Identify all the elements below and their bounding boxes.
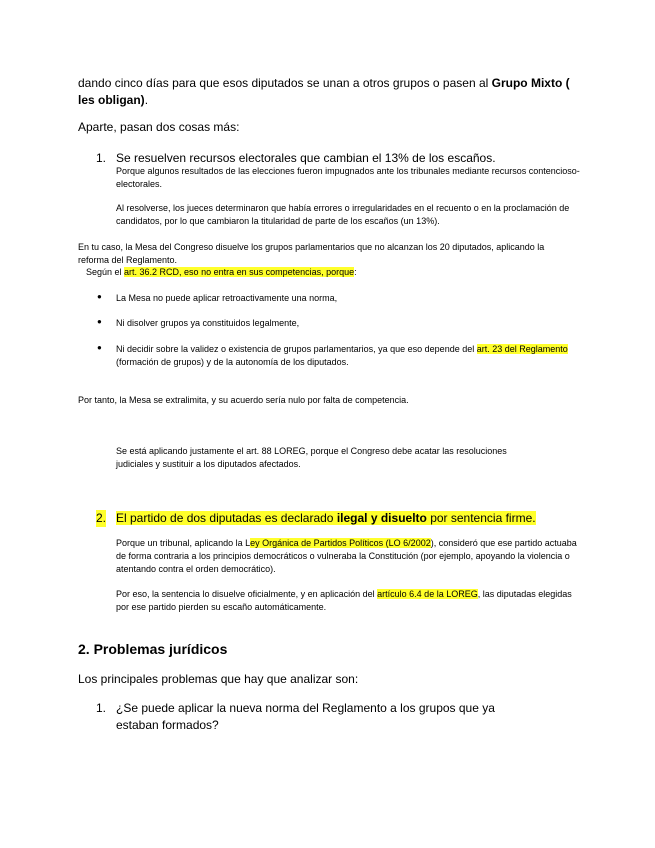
aparte-paragraph: Aparte, pasan dos cosas más:	[78, 120, 240, 134]
list-number: 2.	[96, 511, 107, 525]
intro-bold-2: les obligan)	[78, 93, 145, 107]
bullet3-end: (formación de grupos) y de la autonomía de los diputados.	[116, 357, 349, 367]
list-number: 1.	[96, 151, 107, 165]
highlight-rcd: art. 36.2 RCD, eso no entra en sus competencias, porque	[124, 267, 355, 277]
bullet-dot: ●	[97, 343, 102, 352]
segun-end: :	[354, 267, 357, 277]
item2-para2-end: , las diputadas elegidas por ese partido pierden su escaño automáticamente.	[116, 589, 572, 612]
item2-para2-pre: Por eso, la sentencia lo disuelve oficialmente, y en aplicación del	[116, 589, 378, 599]
item1-para1: Porque algunos resultados de las elecciones fueron impugnados ante los tribunales mediante recursos contencioso-electorales.	[116, 166, 580, 189]
item2-title-end: por sentencia firme.	[426, 511, 536, 525]
bullet-dot: ●	[97, 292, 102, 301]
item2-title-bold: ilegal y disuelto	[336, 511, 427, 525]
item2-para2	[116, 588, 586, 614]
section-heading: 2. Problemas jurídicos	[78, 641, 228, 657]
intro-paragraph	[78, 75, 578, 109]
intro-text: dando cinco días para que esos diputados se unan a otros grupos o pasen al	[78, 76, 492, 90]
intro-bold: Grupo Mixto (	[491, 76, 570, 90]
bullet-item: La Mesa no puede aplicar retroactivamente una norma,	[116, 293, 338, 303]
bullet3-pre: Ni decidir sobre la validez o existencia de grupos parlamentarios, ya que eso depende del	[116, 344, 477, 354]
bullet-dot: ●	[97, 317, 102, 326]
segun-line	[86, 266, 357, 279]
loreg88-paragraph: Se está aplicando justamente el art. 88 LOREG, porque el Congreso debe acatar las resoluciones judiciales y sustituir a los diputados afectados.	[116, 446, 507, 469]
item2-title	[116, 510, 536, 527]
bullet-item	[116, 343, 576, 369]
item2-para1-pre: Porque un tribunal, aplicando la L	[116, 538, 251, 548]
list-number: 1.	[96, 701, 107, 715]
item2-title-pre: El partido de dos diputadas es declarado	[116, 511, 337, 525]
mesa-paragraph: En tu caso, la Mesa del Congreso disuelve los grupos parlamentarios que no alcanzan los 20 diputados, aplicando la reforma del Reglamento.	[78, 242, 545, 265]
question-1: ¿Se puede aplicar la nueva norma del Reglamento a los grupos que ya estaban formados?	[116, 701, 495, 732]
conclusion-paragraph: Por tanto, la Mesa se extralimita, y su acuerdo sería nulo por falta de competencia.	[78, 395, 409, 405]
section-intro: Los principales problemas que hay que analizar son:	[78, 672, 359, 686]
segun-pre: Según el	[86, 267, 125, 277]
highlight-lopp: ey Orgánica de Partidos Políticos (LO 6/2002	[250, 538, 431, 548]
item1-title: Se resuelven recursos electorales que cambian el 13% de los escaños.	[116, 151, 496, 165]
item1-para2: Al resolverse, los jueces determinaron que había errores o irregularidades en el recuento o en la proclamación de candidatos, por lo que cambiaron la titularidad de parte de los escaños (un 13%).	[116, 203, 570, 226]
highlight-loreg: artículo 6.4 de la LOREG	[377, 589, 478, 599]
bullet-item: Ni disolver grupos ya constituidos legalmente,	[116, 318, 300, 328]
item2-para1	[116, 537, 586, 576]
intro-end: .	[144, 93, 149, 107]
item2-para1-end: ), consideró que ese partido actuaba de forma contraria a los principios democráticos o vulneraba la Constitución (por ejemplo, apoyando la violencia o atentando contra el orden democrático).	[116, 538, 577, 574]
highlight-art23: art. 23 del Reglamento	[476, 344, 568, 354]
